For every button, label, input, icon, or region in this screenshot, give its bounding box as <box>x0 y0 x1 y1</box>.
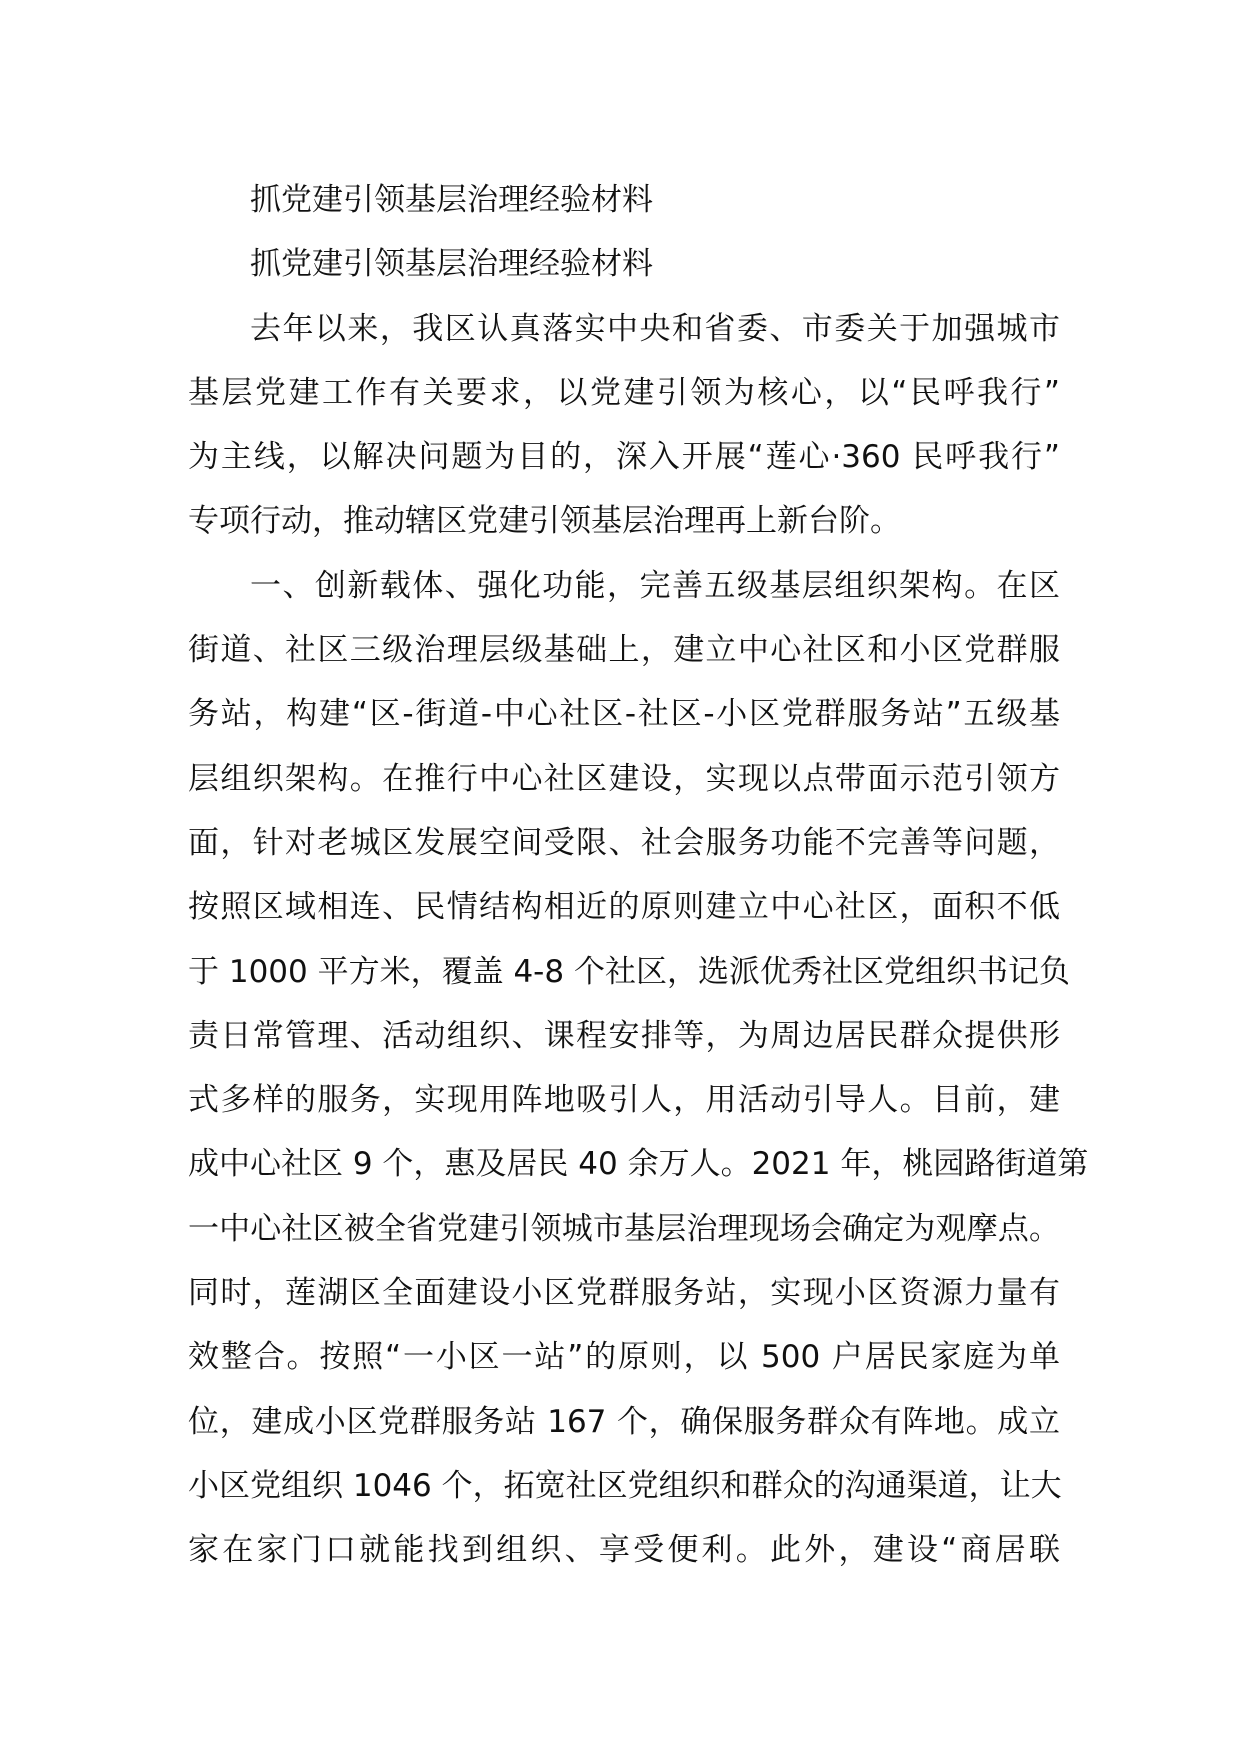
paragraph-line: 基层党建工作有关要求，以党建引领为核心，以“民呼我行” <box>188 374 1060 411</box>
paragraph-line: 家在家门口就能找到组织、享受便利。此外，建设“商居联 <box>188 1532 1060 1569</box>
paragraph-line: 街道、社区三级治理层级基础上，建立中心社区和小区党群服 <box>188 632 1060 669</box>
paragraph-line: 一、创新载体、强化功能，完善五级基层组织架构。在区 <box>250 567 1060 604</box>
paragraph-line: 同时，莲湖区全面建设小区党群服务站，实现小区资源力量有 <box>188 1275 1060 1312</box>
paragraph-line: 务站，构建“区-街道-中心社区-社区-小区党群服务站”五级基 <box>188 696 1060 733</box>
paragraph-line: 于 1000 平方米，覆盖 4-8 个社区，选派优秀社区党组织书记负 <box>188 953 1070 990</box>
paragraph-line: 按照区域相连、民情结构相近的原则建立中心社区，面积不低 <box>188 889 1060 926</box>
paragraph-line: 去年以来，我区认真落实中央和省委、市委关于加强城市 <box>250 310 1060 347</box>
paragraph-line: 专项行动，推动辖区党建引领基层治理再上新台阶。 <box>188 503 901 540</box>
paragraph-line: 成中心社区 9 个，惠及居民 40 余万人。2021 年，桃园路街道第 <box>188 1146 1089 1183</box>
document-title: 抓党建引领基层治理经验材料 <box>250 182 653 218</box>
document-subtitle: 抓党建引领基层治理经验材料 <box>250 246 653 283</box>
paragraph-line: 为主线，以解决问题为目的，深入开展“莲心·360 民呼我行” <box>188 439 1060 476</box>
paragraph-line: 式多样的服务，实现用阵地吸引人，用活动引导人。目前，建 <box>188 1082 1060 1119</box>
paragraph-line: 层组织架构。在推行中心社区建设，实现以点带面示范引领方 <box>188 760 1060 797</box>
document-body <box>188 168 1089 1583</box>
paragraph-line: 责日常管理、活动组织、课程安排等，为周边居民群众提供形 <box>188 1017 1060 1054</box>
paragraph-line: 面，针对老城区发展空间受限、社会服务功能不完善等问题， <box>188 824 1060 861</box>
paragraph-line: 一中心社区被全省党建引领城市基层治理现场会确定为观摩点。 <box>188 1210 1060 1247</box>
paragraph-line: 效整合。按照“一小区一站”的原则，以 500 户居民家庭为单 <box>188 1339 1060 1376</box>
paragraph-line: 小区党组织 1046 个，拓宽社区党组织和群众的沟通渠道，让大 <box>188 1467 1062 1504</box>
paragraph-line: 位，建成小区党群服务站 167 个，确保服务群众有阵地。成立 <box>188 1403 1060 1440</box>
